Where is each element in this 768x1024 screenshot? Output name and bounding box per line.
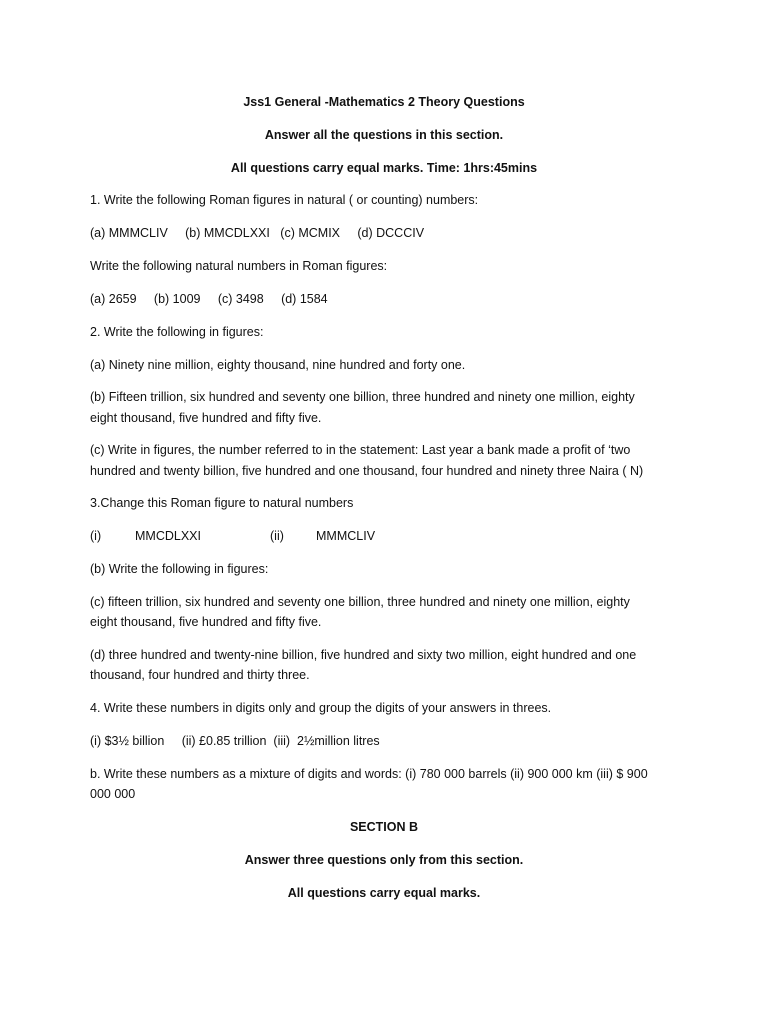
- section-b-marks: All questions carry equal marks.: [287, 886, 481, 900]
- question-4: 4. Write these numbers in digits only and group the digits of your answers in threes.: [90, 701, 552, 715]
- question-3: 3.Change this Roman figure to natural numbers: [90, 496, 354, 510]
- question-2b-line1: (b) Fifteen trillion, six hundred and seventy one billion, three hundred and ninety one million, eighty: [90, 390, 635, 404]
- question-3c-line2: eight thousand, five hundred and fifty five.: [90, 615, 322, 629]
- question-2c-line1: (c) Write in figures, the number referred to in the statement: Last year a bank made a profit of ‘two: [90, 443, 631, 457]
- document-title: Jss1 General -Mathematics 2 Theory Questions: [243, 95, 525, 109]
- question-3-item-i-value: MMCDLXXI: [135, 529, 201, 543]
- question-1: 1. Write the following Roman figures in natural ( or counting) numbers:: [90, 193, 479, 207]
- question-4-options: (i) $3½ billion (ii) £0.85 trillion (iii) 2½million litres: [90, 734, 380, 748]
- question-3-items: [90, 526, 680, 546]
- question-4b-line1: b. Write these numbers as a mixture of digits and words: (i) 780 000 barrels (ii) 900 000 km (iii) $ 900: [90, 767, 648, 781]
- question-3d-line2: thousand, four hundred and thirty three.: [90, 668, 310, 682]
- question-1-sub: Write the following natural numbers in Roman figures:: [90, 259, 388, 273]
- section-b-title: SECTION B: [349, 820, 419, 834]
- question-3-item-i-label: (i): [90, 529, 102, 543]
- marks-and-time: All questions carry equal marks. Time: 1hrs:45mins: [230, 161, 538, 175]
- question-2b-line2: eight thousand, five hundred and fifty five.: [90, 411, 322, 425]
- question-3-item-ii-label: (ii): [270, 529, 284, 543]
- question-2: 2. Write the following in figures:: [90, 325, 264, 339]
- question-2a: (a) Ninety nine million, eighty thousand, nine hundred and forty one.: [90, 358, 466, 372]
- question-4b-line2: 000 000: [90, 787, 136, 801]
- question-3c-line1: (c) fifteen trillion, six hundred and seventy one billion, three hundred and ninety one million, eighty: [90, 595, 630, 609]
- section-b-instruction: Answer three questions only from this section.: [244, 853, 524, 867]
- question-1-sub-options: (a) 2659 (b) 1009 (c) 3498 (d) 1584: [90, 292, 328, 306]
- question-3d-line1: (d) three hundred and twenty-nine billion, five hundred and sixty two million, eight hundred and one: [90, 648, 637, 662]
- question-3-item-ii-value: MMMCLIV: [316, 529, 376, 543]
- section-instruction: Answer all the questions in this section.: [264, 128, 504, 142]
- question-1-options: (a) MMMCLIV (b) MMCDLXXI (c) MCMIX (d) DCCCIV: [90, 226, 425, 240]
- question-3b: (b) Write the following in figures:: [90, 562, 269, 576]
- question-2c-line2: hundred and twenty billion, five hundred and one thousand, four hundred and ninety three Naira ( N): [90, 464, 644, 478]
